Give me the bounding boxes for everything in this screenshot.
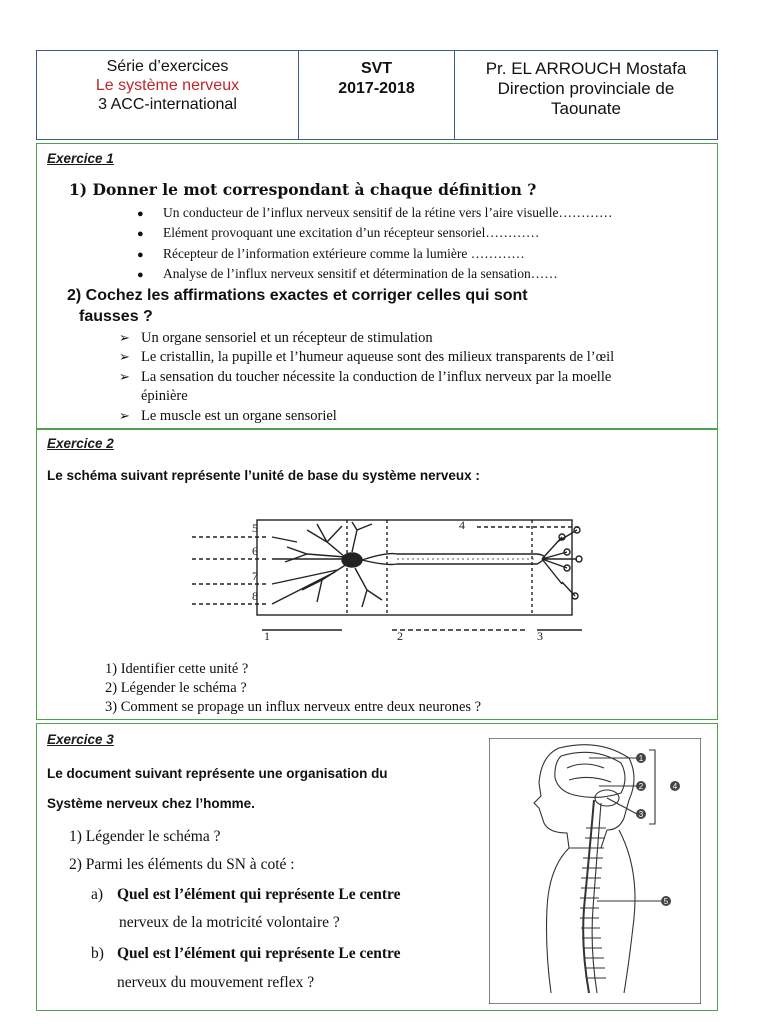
arrow-bullet-icon: ➢ <box>119 369 130 384</box>
diagram-label: 3 <box>537 629 543 642</box>
exercise-2-question: 1) Identifier cette unité ? <box>105 661 249 677</box>
spinal-cord <box>583 800 594 993</box>
header-author-cell <box>455 51 717 139</box>
class-label: 3 ACC-international <box>98 96 237 113</box>
diagram-label: 5 <box>252 521 258 535</box>
exercise-1-title: Exercice 1 <box>47 151 114 166</box>
exercise-3-sub-b-label: b) <box>91 945 104 962</box>
brain <box>555 752 625 797</box>
definition-item: ● Un conducteur de l’influx nerveux sensitif de la rétine vers l’aire visuelle………… <box>137 203 612 224</box>
diagram-label: 7 <box>252 569 258 583</box>
subject-code: SVT <box>360 60 393 77</box>
bullet-icon: ● <box>137 269 144 281</box>
statement-item: ➢ Le muscle est un organe sensoriel <box>119 408 337 424</box>
exercise-2-question: 3) Comment se propage un influx nerveux entre deux neurones ? <box>105 699 482 715</box>
exercise-1-question-1: 1) Donner le mot correspondant à chaque définition ? <box>69 180 537 199</box>
header-subject-cell <box>299 51 455 139</box>
city-line: Taounate <box>551 99 621 118</box>
diagram-label: 6 <box>252 544 258 558</box>
exercise-3-sub-a: Quel est l’élément qui représente Le centre <box>117 886 401 903</box>
definition-item: ● Elément provoquant une excitation d’un récepteur sensoriel………… <box>137 223 539 244</box>
bullet-icon: ● <box>137 228 144 240</box>
arrow-bullet-icon: ➢ <box>119 349 130 364</box>
exercise-3-sub-b-cont: nerveux du mouvement reflex ? <box>117 974 315 991</box>
header-table <box>36 50 718 140</box>
definition-item: ● Récepteur de l’information extérieure comme la lumière ………… <box>137 244 525 265</box>
exercise-1-question-2-cont: fausses ? <box>79 308 153 325</box>
bullet-icon: ● <box>137 208 144 220</box>
header-title-cell <box>37 51 299 139</box>
direction-line: Direction provinciale de <box>497 79 675 98</box>
exercise-3-intro: Le document suivant représente une organisation du <box>47 766 388 781</box>
diagram-label: 1 <box>264 629 270 642</box>
exercise-3-question-1: 1) Légender le schéma ? <box>69 828 221 845</box>
exercise-3-intro-cont: Système nerveux chez l’homme. <box>47 796 255 811</box>
diagram-label: 2 <box>638 782 644 791</box>
diagram-label: 1 <box>638 754 644 763</box>
exercise-3-question-2: 2) Parmi les éléments du SN à coté : <box>69 856 295 873</box>
diagram-label: 8 <box>252 589 258 603</box>
diagram-frame <box>257 520 572 615</box>
neuron-diagram <box>157 512 587 642</box>
exercise-3-sub-a-label: a) <box>91 886 104 903</box>
exercise-1-question-2: 2) Cochez les affirmations exactes et corriger celles qui sont <box>67 287 528 304</box>
arrow-bullet-icon: ➢ <box>119 330 130 345</box>
exercise-1-box <box>36 143 718 429</box>
nervous-system-diagram <box>489 738 701 1004</box>
exercise-2-question: 2) Légender le schéma ? <box>105 680 247 696</box>
diagram-label: 4 <box>459 518 465 532</box>
statement-item: ➢ Le cristallin, la pupille et l’humeur aqueuse sont des milieux transparents de l’œil <box>119 349 615 365</box>
definition-item: ● Analyse de l’influx nerveux sensitif et détermination de la sensation…… <box>137 264 558 285</box>
exercise-2-intro: Le schéma suivant représente l’unité de base du système nerveux : <box>47 468 480 483</box>
series-label: Série d’exercices <box>106 58 229 75</box>
statement-item: ➢ Un organe sensoriel et un récepteur de stimulation <box>119 330 433 346</box>
author-name: Pr. EL ARROUCH Mostafa <box>485 59 687 78</box>
school-year: 2017-2018 <box>338 80 415 97</box>
subject-title: Le système nerveux <box>95 77 240 94</box>
exercise-2-box <box>36 429 718 720</box>
arrow-bullet-icon: ➢ <box>119 408 130 423</box>
exercise-3-sub-a-cont: nerveux de la motricité volontaire ? <box>119 914 340 931</box>
exercise-3-title: Exercice 3 <box>47 732 114 747</box>
diagram-label: 5 <box>663 897 669 906</box>
diagram-label: 4 <box>672 782 678 791</box>
exercise-3-box <box>36 723 718 1011</box>
statement-item: ➢ La sensation du toucher nécessite la conduction de l’influx nerveux par la moelle épinière <box>119 369 612 404</box>
diagram-label: 3 <box>638 810 644 819</box>
exercise-2-title: Exercice 2 <box>47 436 114 451</box>
bullet-icon: ● <box>137 249 144 261</box>
diagram-label: 2 <box>397 629 403 642</box>
exercise-3-sub-b: Quel est l’élément qui représente Le centre <box>117 945 401 962</box>
